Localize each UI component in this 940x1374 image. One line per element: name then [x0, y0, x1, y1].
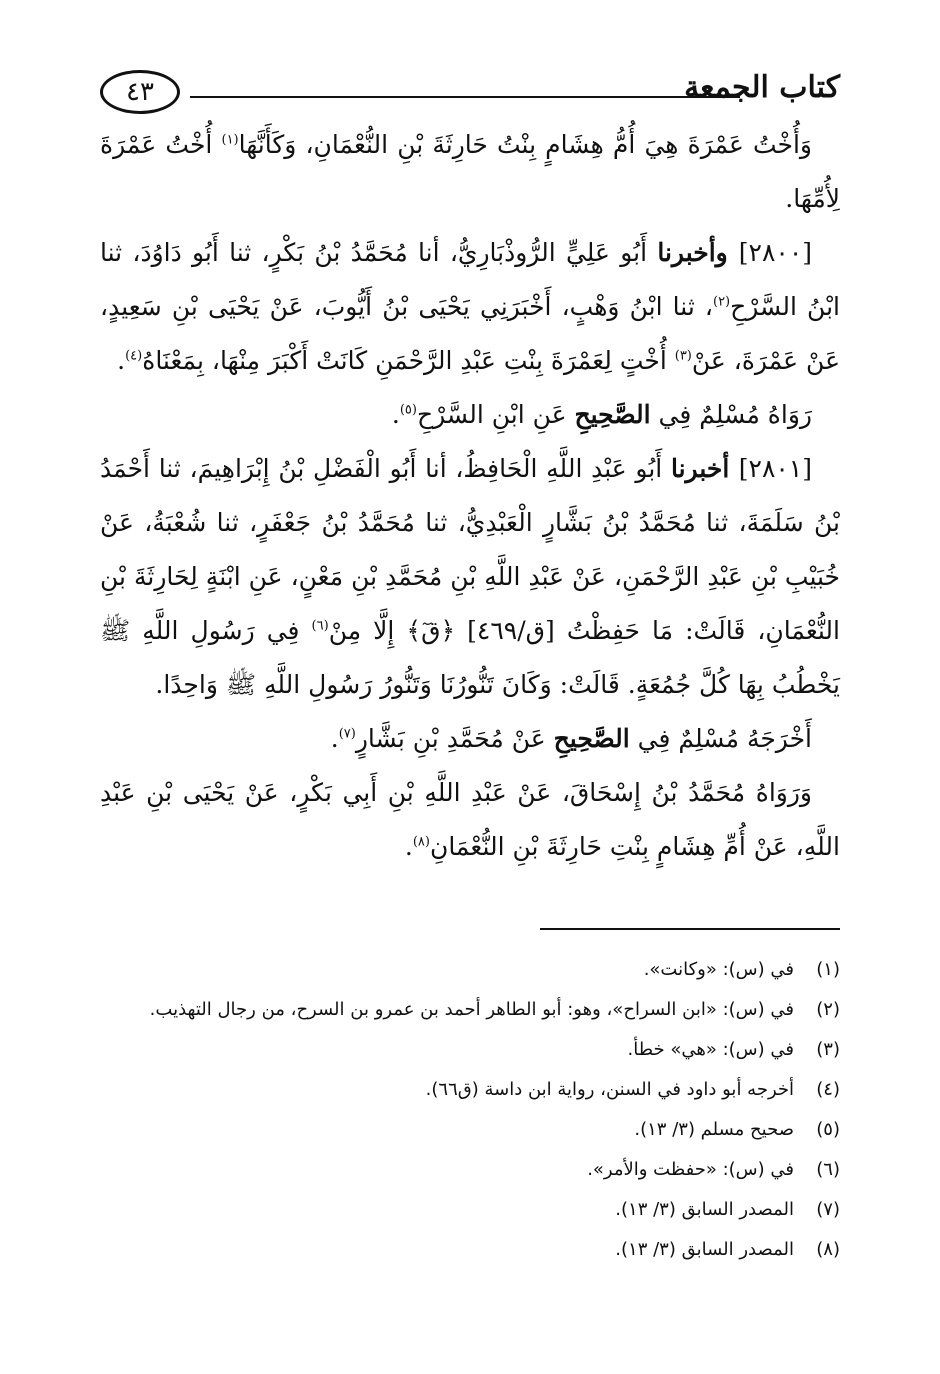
footnote-number: (٢)	[816, 999, 840, 1020]
footnote-number: (٦)	[816, 1159, 840, 1180]
hadith-lead-word: وأخبرنا	[657, 238, 739, 267]
footnote-ref-7: (٧)	[338, 726, 356, 742]
hadith-number: [٢٨٠١]	[738, 454, 812, 483]
running-header-title: كتاب الجمعة	[684, 70, 840, 105]
footnote-item	[100, 950, 840, 990]
footnote-ref-4: (٤)	[125, 348, 143, 364]
hadith-lead-word: أخبرنا	[670, 454, 739, 483]
footnote-item	[100, 1110, 840, 1150]
footnote-item	[100, 1070, 840, 1110]
footnote-item	[100, 1190, 840, 1230]
footnote-ref-1: (١)	[221, 132, 239, 148]
paragraph-ibn-ishaq: وَرَوَاهُ مُحَمَّدُ بْنُ إِسْحَاقَ، عَنْ عَبْدِ اللَّهِ بْنِ أَبِي بَكْرٍ، عَنْ يَحْيَى بْنِ عَبْدِ اللَّهِ، عَنْ أُمِّ هِشَامٍ بِنْتِ حَارِثَةَ بْنِ النُّعْمَانِ$^{(٨)}$.	[100, 778, 840, 861]
footnote-text: المصدر السابق (٣/ ١٣).	[615, 1239, 794, 1260]
footnote-text: في (س): «وكانت».	[643, 959, 794, 980]
footnote-number: (٧)	[816, 1199, 840, 1220]
footnote-text: في (س): «هي» خطأ.	[627, 1039, 794, 1060]
footnote-number: (٣)	[816, 1039, 840, 1060]
paragraph-1: وَأُخْتُ عَمْرَةَ هِيَ أُمُّ هِشَامٍ بِنْتُ حَارِثَةَ بْنِ النُّعْمَانِ، وَكَأَنَّهَا$^{(١)}$ أُخْتُ عَمْرَةَ لِأُمِّهَا.	[100, 130, 840, 213]
page-number-badge: ٤٣	[100, 70, 180, 114]
header-rule	[190, 96, 740, 98]
footnote-ref-6: (٦)	[311, 618, 329, 634]
footnote-number: (٥)	[816, 1119, 840, 1140]
footnote-number: (٨)	[816, 1239, 840, 1260]
paragraph-akhrajahu: أَخْرَجَهُ مُسْلِمٌ فِي الصَّحِيحِ عَنْ مُحَمَّدِ بْنِ بَشَّارٍ$^{(٧)}$.	[330, 724, 812, 753]
main-text	[100, 118, 840, 874]
footnote-number: (١)	[816, 959, 840, 980]
footnote-item	[100, 1230, 840, 1270]
sahih-label: الصَّحِيحِ	[574, 400, 651, 429]
footnotes	[100, 950, 840, 1270]
footnote-ref-3: (٣)	[674, 348, 692, 364]
footnote-text: المصدر السابق (٣/ ١٣).	[615, 1199, 794, 1220]
footnote-ref-5: (٥)	[399, 402, 417, 418]
footnote-text: صحيح مسلم (٣/ ١٣).	[634, 1119, 794, 1140]
hadith-number: [٢٨٠٠]	[738, 238, 813, 267]
footnote-text: في (س): «حفظت والأمر».	[587, 1159, 794, 1180]
footnote-item	[100, 990, 840, 1030]
sahih-label: الصَّحِيحِ	[553, 724, 630, 753]
paragraph-riwaya: رَوَاهُ مُسْلِمٌ فِي الصَّحِيحِ عَنِ ابْنِ السَّرْحِ$^{(٥)}$.	[391, 400, 812, 429]
footnote-ref-8: (٨)	[412, 834, 430, 850]
footnote-number: (٤)	[816, 1079, 840, 1100]
footnote-ref-2: (٢)	[712, 294, 731, 310]
footnote-separator	[540, 928, 840, 930]
footnote-text: أخرجه أبو داود في السنن، رواية ابن داسة (ق٦٦).	[425, 1079, 794, 1100]
footnote-item	[100, 1030, 840, 1070]
footnote-text: في (س): «ابن السراح»، وهو: أبو الطاهر أحمد بن عمرو بن السرح، من رجال التهذيب.	[149, 999, 794, 1020]
paragraph-hadith-2800: [٢٨٠٠] وأخبرنا أَبُو عَلِيٍّ الرُّوذْبَارِيُّ، أنا مُحَمَّدُ بْنُ بَكْرٍ، ثنا أَبُو دَاوُدَ، ثنا ابْنُ السَّرْحِ$^{(٢)}$، ثنا ابْنُ وَهْبٍ، أَخْبَرَنِي يَحْيَى بْنُ أَيُّوبَ، عَنْ يَحْيَى بْنِ سَعِيدٍ، عَنْ عَمْرَةَ، عَنْ$^{(٣)}$ أُخْتٍ لِعَمْرَةَ بِنْتِ عَبْدِ الرَّحْمَنِ كَانَتْ أَكْبَرَ مِنْهَا، بِمَعْنَاهُ$^{(٤)}$.	[100, 238, 840, 375]
footnote-item	[100, 1150, 840, 1190]
paragraph-hadith-2801: [٢٨٠١] أخبرنا أَبُو عَبْدِ اللَّهِ الْحَافِظُ، أنا أَبُو الْفَضْلِ بْنُ إِبْرَاهِيمَ، ثنا أَحْمَدُ بْنُ سَلَمَةَ، ثنا مُحَمَّدُ بْنُ بَشَّارٍ الْعَبْدِيُّ، ثنا مُحَمَّدُ بْنُ جَعْفَرٍ، ثنا شُعْبَةُ، عَنْ خُبَيْبِ بْنِ عَبْدِ الرَّحْمَنِ، عَنْ عَبْدِ اللَّهِ بْنِ مُحَمَّدِ بْنِ مَعْنٍ، عَنِ ابْنَةٍ لِحَارِثَةَ بْنِ النُّعْمَانِ، قَالَتْ: مَا حَفِظْتُ [ق/٤٦٩] ﴿قٓ﴾ إِلَّا مِنْ$^{(٦)}$ فِي رَسُولِ اللَّهِ ﷺ يَخْطُبُ بِهَا كُلَّ جُمُعَةٍ. قَالَتْ: وَكَانَ تَنُّورُنَا وَتَنُّورُ رَسُولِ اللَّهِ ﷺ وَاحِدًا.	[100, 454, 840, 699]
